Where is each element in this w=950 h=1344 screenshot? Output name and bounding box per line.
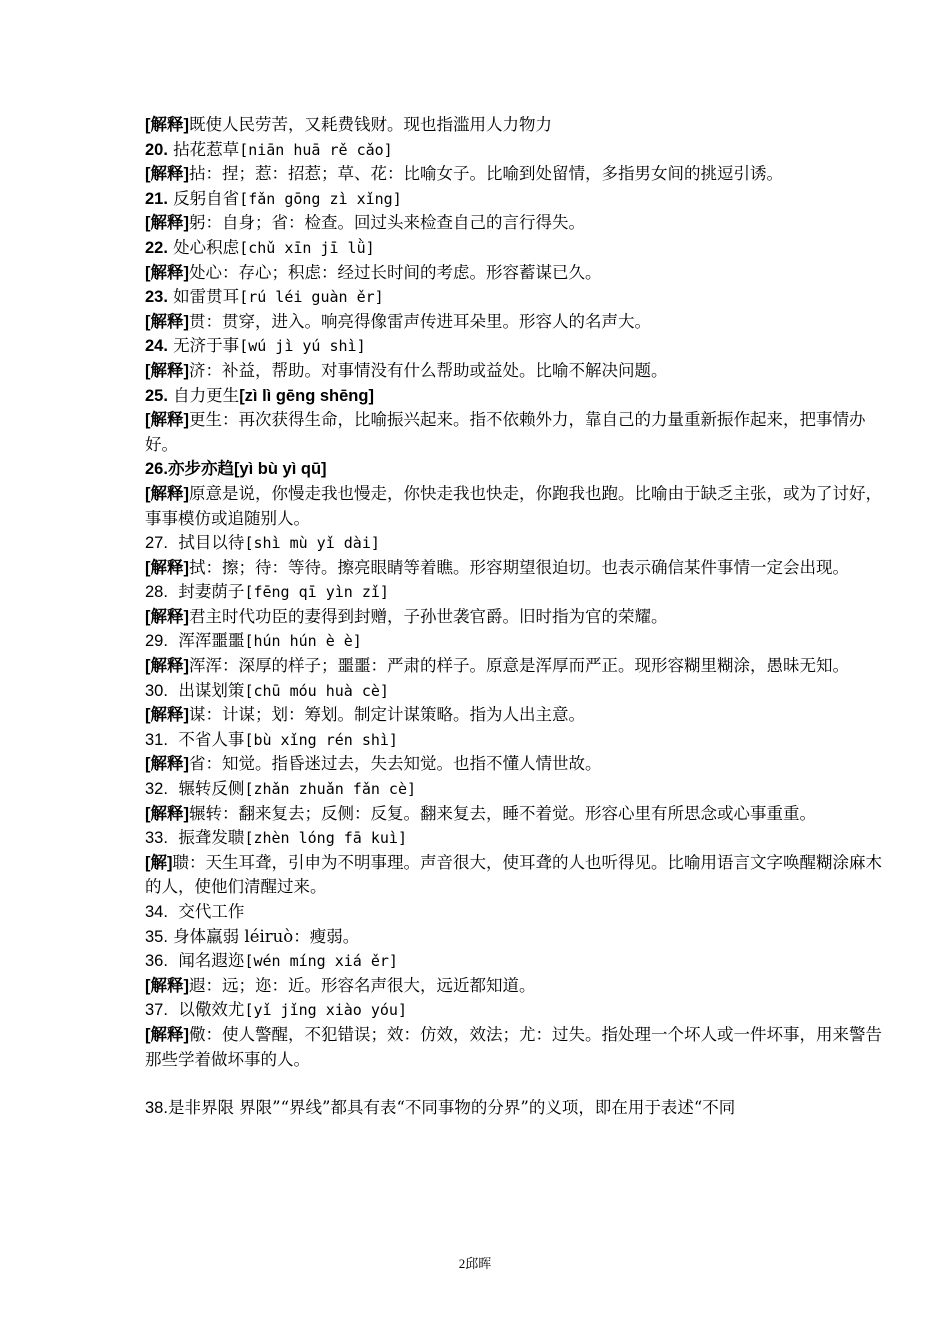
entry-number: 35. (145, 927, 168, 946)
explanation-line (145, 310, 890, 335)
explanation-line (145, 703, 890, 728)
page-footer: 2邱晖 (458, 1256, 492, 1271)
idiom-word: 拭目以待 (167, 533, 245, 553)
explanation-text: 拭：擦；待：等待。擦亮眼睛等着瞧。形容期望很迫切。也表示确信某件事情一定会出现。 (189, 557, 849, 577)
explanation-text: 谋：计谋；划：筹划。制定计谋策略。指为人出主意。 (189, 705, 585, 725)
explanation-line (145, 802, 890, 827)
idiom-entry (145, 384, 890, 409)
pinyin: [wén míng xiá ěr] (244, 952, 398, 971)
idiom-entry (145, 998, 890, 1023)
paragraph-gap (145, 1072, 890, 1096)
idiom-entry (145, 925, 890, 950)
idiom-word: 以儆效尤 (167, 1000, 245, 1020)
explanation-line (145, 974, 890, 999)
explanation-text: 拈：捏；惹：招惹；草、花：比喻女子。比喻到处留情，多指男女间的挑逗引诱。 (189, 164, 783, 184)
explanation-text: 济：补益，帮助。对事情没有什么帮助或益处。比喻不解决问题。 (189, 360, 668, 380)
idiom-entry (145, 679, 890, 704)
explanation-text: 躬：自身；省：检查。回过头来检查自己的言行得失。 (189, 213, 585, 233)
entry-number: 23. (145, 288, 168, 307)
explanation-tag: [解释] (145, 165, 189, 184)
idiom-entry (145, 777, 890, 802)
pinyin: [niān huā rě cǎo] (239, 140, 393, 159)
idiom-word: 反躬自省 (167, 188, 240, 208)
idiom-word: 无济于事 (167, 336, 240, 356)
explanation-line (145, 113, 890, 138)
pinyin: [shì mù yǐ dài] (244, 534, 380, 553)
explanation-line (145, 556, 890, 581)
explanation-text: 既使人民劳苦，又耗费钱财。现也指滥用人力物力 (189, 115, 552, 134)
explanation-tag: [解释] (145, 976, 189, 995)
pinyin: [fēng qī yìn zǐ] (244, 583, 389, 602)
entry-number: 36. (145, 952, 168, 971)
entry-number: 37. (145, 1001, 168, 1020)
explanation-tag: [解释] (145, 263, 189, 282)
explanation-line (145, 359, 890, 384)
idiom-word: 如雷贯耳 (167, 287, 240, 307)
idiom-entry (145, 826, 890, 851)
idiom-entry (145, 457, 890, 482)
entry-number: 22. (145, 238, 168, 257)
explanation-text: 辗转：翻来复去；反侧：反复。翻来复去，睡不着觉。形容心里有所思念或心事重重。 (189, 803, 816, 823)
idiom-word: 闻名遐迩 (167, 951, 245, 971)
pinyin: [hún hún è è] (244, 632, 362, 651)
explanation-text: 遐：远；迩：近。形容名声很大，远近都知道。 (189, 975, 536, 995)
explanation-line (145, 654, 890, 679)
idiom-entry (145, 236, 890, 261)
idiom-word: 振聋发聩 (167, 828, 245, 848)
pinyin: [bù xǐng rén shì] (244, 730, 398, 749)
explanation-text: 贯：贯穿，进入。响亮得像雷声传进耳朵里。形容人的名声大。 (189, 311, 651, 331)
explanation-tag: [解释] (145, 1025, 189, 1044)
idiom-entry (145, 900, 890, 925)
explanation-tag: [解释] (145, 607, 189, 626)
explanation-line (145, 482, 890, 531)
explanation-tag: [解释] (145, 116, 189, 134)
idiom-word: 辗转反侧 (167, 779, 245, 799)
entry-number: 27. (145, 534, 168, 553)
explanation-tag: [解释] (145, 361, 189, 380)
idiom-entry (145, 949, 890, 974)
explanation-line (145, 261, 890, 286)
entry-number: 25. (145, 386, 168, 405)
explanation-text: 聩：天生耳聋，引申为不明事理。声音很大，使耳聋的人也听得见。比喻用语言文字唤醒糊涂麻木的人，使他们清醒过来。 (145, 852, 882, 897)
explanation-line (145, 408, 890, 457)
idiom-word: 自力更生 (167, 385, 240, 405)
explanation-text: 省：知觉。指昏迷过去，失去知觉。也指不懂人情世故。 (189, 754, 602, 774)
explanation-line (145, 851, 890, 900)
explanation-text: 处心：存心；积虑：经过长时间的考虑。形容蓄谋已久。 (189, 262, 602, 282)
explanation-line (145, 1023, 890, 1072)
idiom-word: 是非界限 界限”“界线”都具有表“不同事物的分界”的义项，即在用于表述“不同 (167, 1098, 736, 1118)
entry-number: 38. (145, 1099, 168, 1118)
idiom-entry (145, 187, 890, 212)
idiom-word: 出谋划策 (167, 680, 245, 700)
idiom-word: 封妻荫子 (167, 582, 245, 602)
explanation-text: 浑浑：深厚的样子；噩噩：严肃的样子。原意是浑厚而严正。现形容糊里糊涂，愚昧无知。 (189, 656, 849, 676)
explanation-tag: [解释] (145, 411, 189, 430)
explanation-tag: [解释] (145, 558, 189, 577)
explanation-text: 更生：再次获得生命，比喻振兴起来。指不依赖外力，靠自己的力量重新振作起来，把事情办好。 (145, 410, 866, 454)
idiom-entry (145, 285, 890, 310)
explanation-tag: [解释] (145, 706, 189, 725)
entry-number: 32. (145, 780, 168, 799)
explanation-line (145, 605, 890, 630)
idiom-entry (145, 728, 890, 753)
explanation-text: 原意是说，你慢走我也慢走，你快走我也快走，你跑我也跑。比喻由于缺乏主张，或为了讨好，事事模仿或追随别人。 (145, 483, 882, 528)
entry-number: 20. (145, 140, 168, 159)
pinyin: [yì bù yì qū] (233, 460, 327, 479)
pinyin: [fǎn gōng zì xǐng] (239, 189, 402, 208)
explanation-line (145, 211, 890, 236)
idiom-entry (145, 580, 890, 605)
idiom-word: 身体羸弱 léiruò：瘦弱。 (167, 926, 360, 946)
pinyin: [chū móu huà cè] (244, 681, 389, 700)
entry-number: 21. (145, 189, 168, 208)
idiom-entry (145, 629, 890, 654)
pinyin: [yǐ jǐng xiào yóu] (244, 1001, 407, 1020)
idiom-word: 拈花惹草 (167, 139, 240, 159)
document-body (145, 113, 890, 1121)
explanation-tag: [解释] (145, 657, 189, 676)
idiom-entry (145, 334, 890, 359)
idiom-entry (145, 138, 890, 163)
explanation-line (145, 752, 890, 777)
entry-number: 28. (145, 583, 168, 602)
idiom-word: 不省人事 (167, 729, 245, 749)
pinyin: [zì lì gēng shēng] (239, 386, 374, 405)
idiom-word: 交代工作 (167, 902, 245, 921)
entry-number: 29. (145, 632, 168, 651)
explanation-tag: [解释] (145, 484, 189, 503)
explanation-tag: [解释] (145, 214, 189, 233)
idiom-word: 处心积虑 (167, 237, 240, 257)
entry-number: 26. (145, 460, 168, 479)
entry-number: 24. (145, 337, 168, 356)
idiom-entry (145, 1096, 890, 1121)
explanation-text: 君主时代功臣的妻得到封赠，子孙世袭官爵。旧时指为官的荣耀。 (189, 606, 668, 626)
explanation-line (145, 162, 890, 187)
explanation-tag: [解] (145, 853, 173, 872)
entry-number: 33. (145, 829, 168, 848)
idiom-word: 亦步亦趋 (167, 459, 234, 479)
entry-number: 34. (145, 903, 168, 921)
entry-number: 30. (145, 681, 168, 700)
pinyin: [chǔ xīn jī lǜ] (239, 238, 375, 257)
pinyin: [rú léi guàn ěr] (239, 288, 384, 307)
entry-number: 31. (145, 730, 168, 749)
pinyin: [zhǎn zhuǎn fǎn cè] (244, 780, 417, 799)
explanation-tag: [解释] (145, 804, 189, 823)
pinyin: [zhèn lóng fā kuì] (244, 829, 407, 848)
pinyin: [wú jì yú shì] (239, 337, 366, 356)
idiom-entry (145, 531, 890, 556)
explanation-tag: [解释] (145, 312, 189, 331)
idiom-word: 浑浑噩噩 (167, 631, 245, 651)
explanation-text: 儆：使人警醒，不犯错误；效：仿效，效法；尤：过失。指处理一个坏人或一件坏事，用来警告那些学着做坏事的人。 (145, 1024, 882, 1069)
explanation-tag: [解释] (145, 755, 189, 774)
